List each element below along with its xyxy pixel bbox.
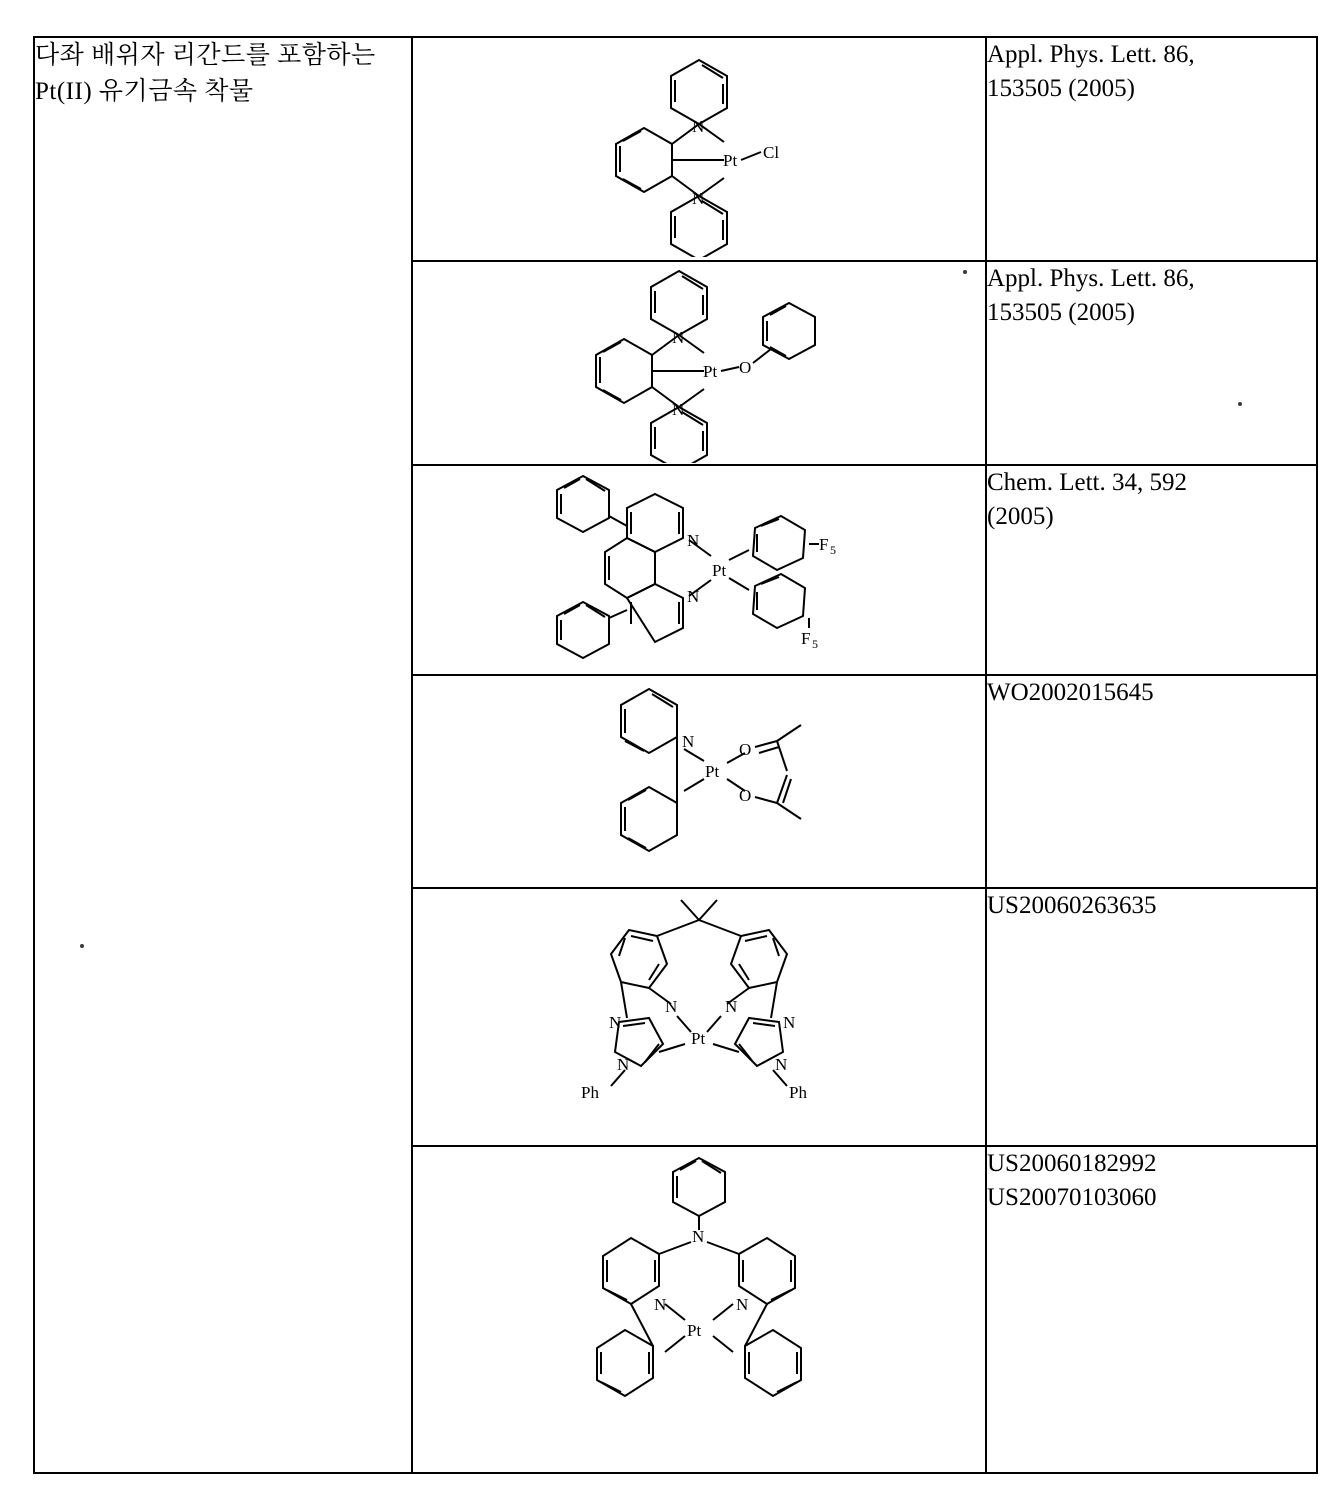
reference-line: US20060182992 xyxy=(987,1150,1157,1177)
patent-table xyxy=(33,36,1318,1474)
atom-label-pt: Pt xyxy=(703,362,718,381)
structure-cell xyxy=(412,37,986,261)
atom-label-n: N xyxy=(783,1013,796,1032)
atom-label-f: F xyxy=(819,534,829,554)
atom-label-n: N xyxy=(672,328,685,347)
reference-line: WO2002015645 xyxy=(987,679,1154,706)
atom-label-pt: Pt xyxy=(723,150,738,170)
reference-line: Appl. Phys. Lett. 86, xyxy=(987,41,1195,68)
atom-label-pt: Pt xyxy=(712,560,727,580)
substituent-label-ph: Ph xyxy=(581,1083,599,1102)
category-cell: 다좌 배위자 리간드를 포함하는 Pt(II) 유기금속 착물 xyxy=(34,37,412,1473)
reference-line: 153505 (2005) xyxy=(987,298,1135,326)
structure-diagram-3 xyxy=(413,466,985,674)
atom-label-n: N xyxy=(725,997,738,1016)
atom-label-n: N xyxy=(775,1055,788,1074)
atom-label-n: N xyxy=(687,586,700,606)
substituent-label-ph: Ph xyxy=(789,1083,807,1102)
atom-label-cl: Cl xyxy=(763,142,780,162)
atom-count-5: 5 xyxy=(830,542,836,557)
atom-label-pt: Pt xyxy=(687,1320,702,1340)
atom-label-n: N xyxy=(687,530,700,550)
reference-line: US20070103060 xyxy=(987,1183,1157,1211)
atom-label-o: O xyxy=(739,786,752,805)
structure-cell xyxy=(412,888,986,1146)
structure-diagram-5 xyxy=(413,889,985,1145)
atom-label-n: N xyxy=(692,188,705,208)
atom-label-n: N xyxy=(617,1055,630,1074)
atom-label-o: O xyxy=(739,740,752,759)
structure-diagram-4 xyxy=(413,676,985,887)
atom-label-n: N xyxy=(692,1226,705,1246)
atom-label-n: N xyxy=(736,1294,749,1314)
reference-cell xyxy=(986,465,1317,675)
patent-table-page xyxy=(33,36,1310,1458)
structure-cell xyxy=(412,1146,986,1473)
atom-label-n: N xyxy=(672,400,685,419)
atom-label-pt: Pt xyxy=(691,1029,706,1048)
reference-cell xyxy=(986,1146,1317,1473)
atom-label-o: O xyxy=(739,358,752,377)
reference-line: 153505 (2005) xyxy=(987,74,1135,102)
atom-label-n: N xyxy=(654,1294,667,1314)
reference-line: Chem. Lett. 34, 592 xyxy=(987,469,1187,496)
reference-line: (2005) xyxy=(987,502,1054,530)
atom-label-f: F xyxy=(801,628,811,648)
structure-diagram-2 xyxy=(413,262,985,464)
reference-line: US20060263635 xyxy=(987,892,1157,919)
atom-count-5: 5 xyxy=(812,636,818,651)
structure-diagram-6 xyxy=(413,1147,985,1472)
atom-label-pt: Pt xyxy=(705,762,720,781)
structure-cell xyxy=(412,261,986,465)
reference-cell xyxy=(986,675,1317,888)
structure-cell xyxy=(412,465,986,675)
atom-label-n: N xyxy=(692,116,705,136)
reference-cell xyxy=(986,261,1317,465)
reference-line: Appl. Phys. Lett. 86, xyxy=(987,265,1195,292)
atom-label-n: N xyxy=(682,732,695,751)
reference-cell xyxy=(986,888,1317,1146)
atom-label-n: N xyxy=(665,997,678,1016)
structure-cell xyxy=(412,675,986,888)
table-row xyxy=(34,37,1317,261)
structure-diagram-1 xyxy=(413,38,985,260)
reference-cell xyxy=(986,37,1317,261)
atom-label-n: N xyxy=(609,1013,622,1032)
